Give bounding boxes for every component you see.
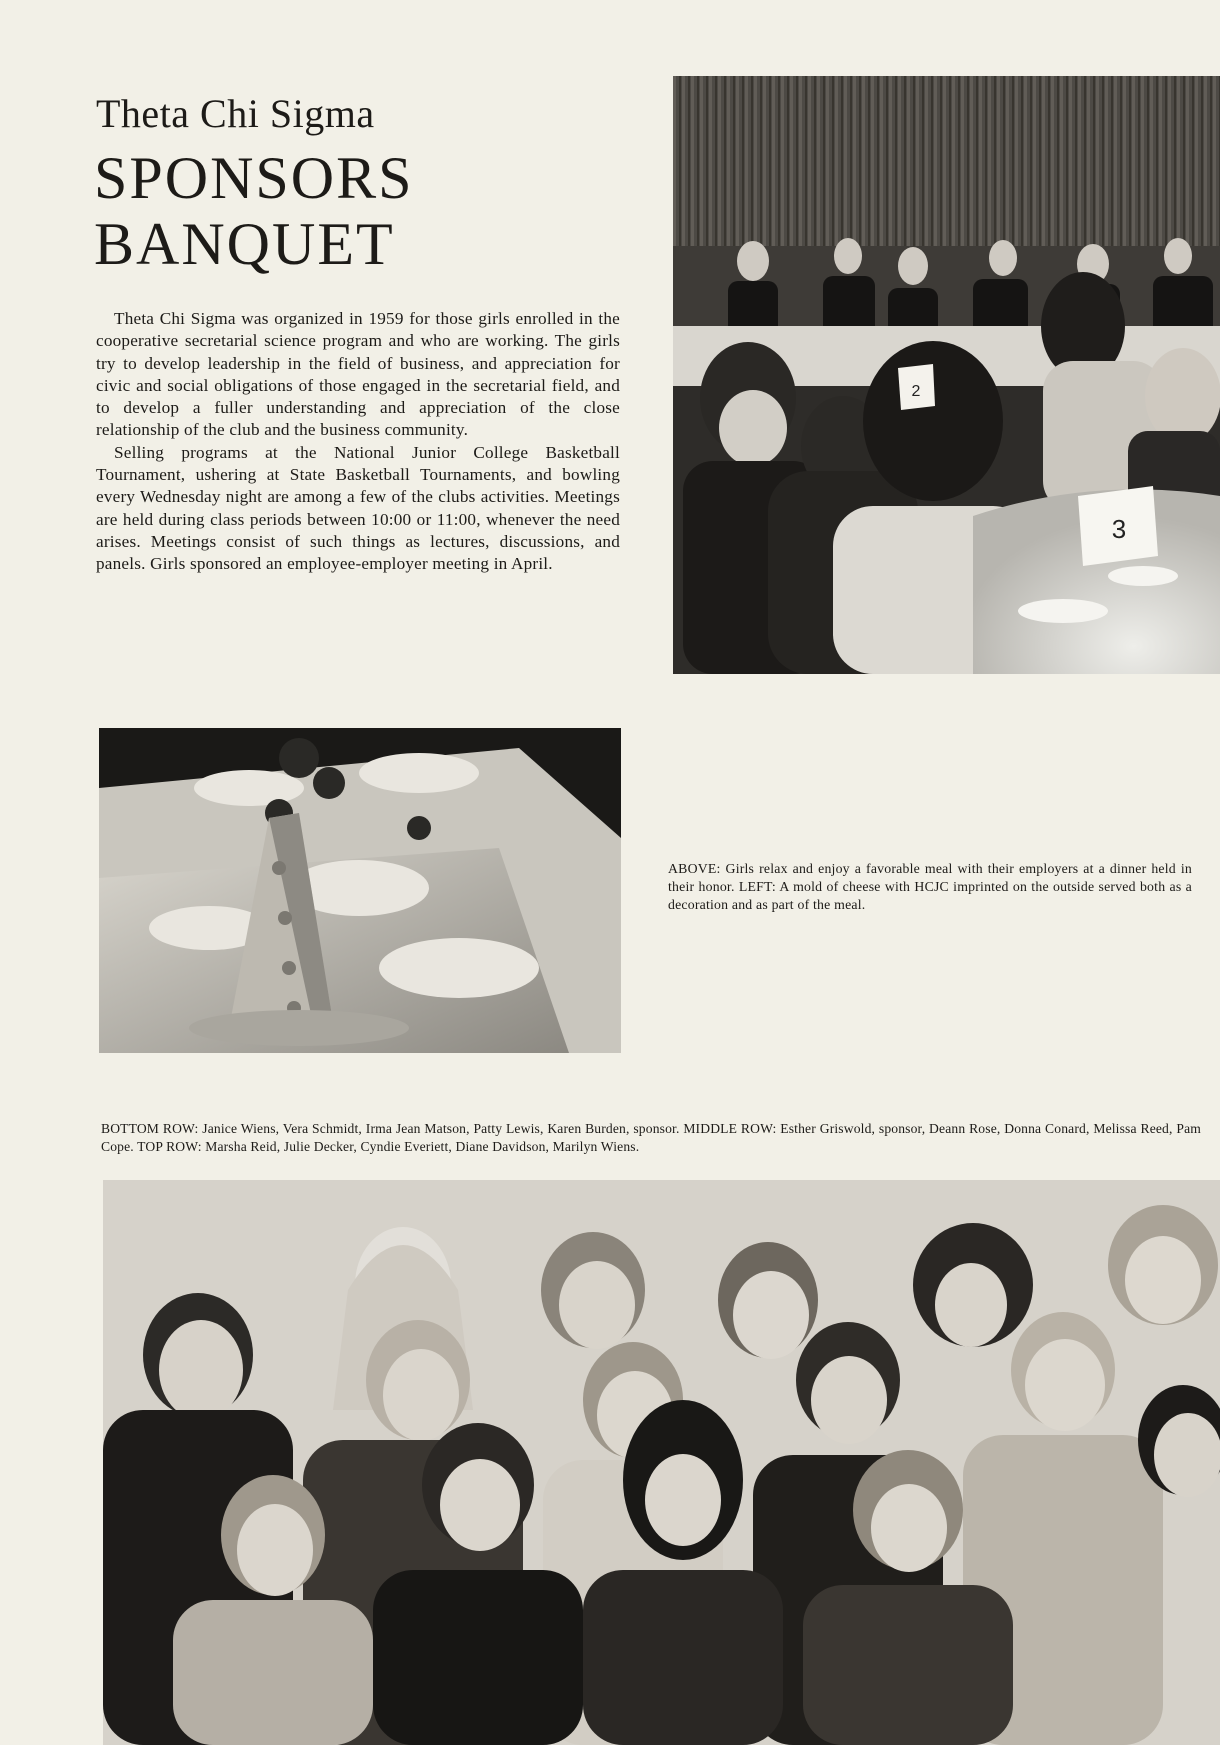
group-photo-caption: BOTTOM ROW: Janice Wiens, Vera Schmidt, Irma Jean Matson, Patty Lewis, Karen Burden, sponsor. MIDDLE ROW: Esther Griswold, sponsor, Deann Rose, Donna Conard, Melissa Reed, Pam Cope. TOP ROW: Marsha Reid, Julie Decker, Cyndie Everiett, Diane Davidson, Marilyn Wiens.	[101, 1121, 1201, 1154]
table-card-2: 2	[911, 383, 921, 400]
banquet-photo	[673, 76, 1220, 674]
article-paragraph-1: Theta Chi Sigma was organized in 1959 for those girls enrolled in the cooperative secretarial science program and who are working. The girls try to develop leadership in the field of business, and appreciation for civic and social obligations of those engaged in the secretarial field, and to develop a fuller understanding and appreciation of the close relationship of the club and the business community.	[96, 309, 620, 440]
table-card-3: 3	[1111, 514, 1127, 544]
article-paragraph-2: Selling programs at the National Junior College Basketball Tournament, ushering at State Basketball Tournaments, and bowling every Wednesday night are among a few of the clubs activities. Meetings are held during class periods between 10:00 or 11:00, whenever the need arises. Meetings consist of such things as lectures, discussions, and panels. Girls sponsored an employee-employer meeting in April.	[96, 442, 620, 574]
cheese-mold-photo	[99, 728, 621, 1053]
photo-caption-above: ABOVE: Girls relax and enjoy a favorable meal with their employers at a dinner held in their honor. LEFT: A mold of cheese with HCJC imprinted on the outside served both as a decoration and as part of the meal.	[668, 861, 1192, 912]
page-headline: SPONSORS BANQUET	[94, 145, 414, 277]
group-photo	[103, 1180, 1220, 1745]
article-body	[96, 308, 620, 576]
section-kicker: Theta Chi Sigma	[96, 91, 375, 136]
